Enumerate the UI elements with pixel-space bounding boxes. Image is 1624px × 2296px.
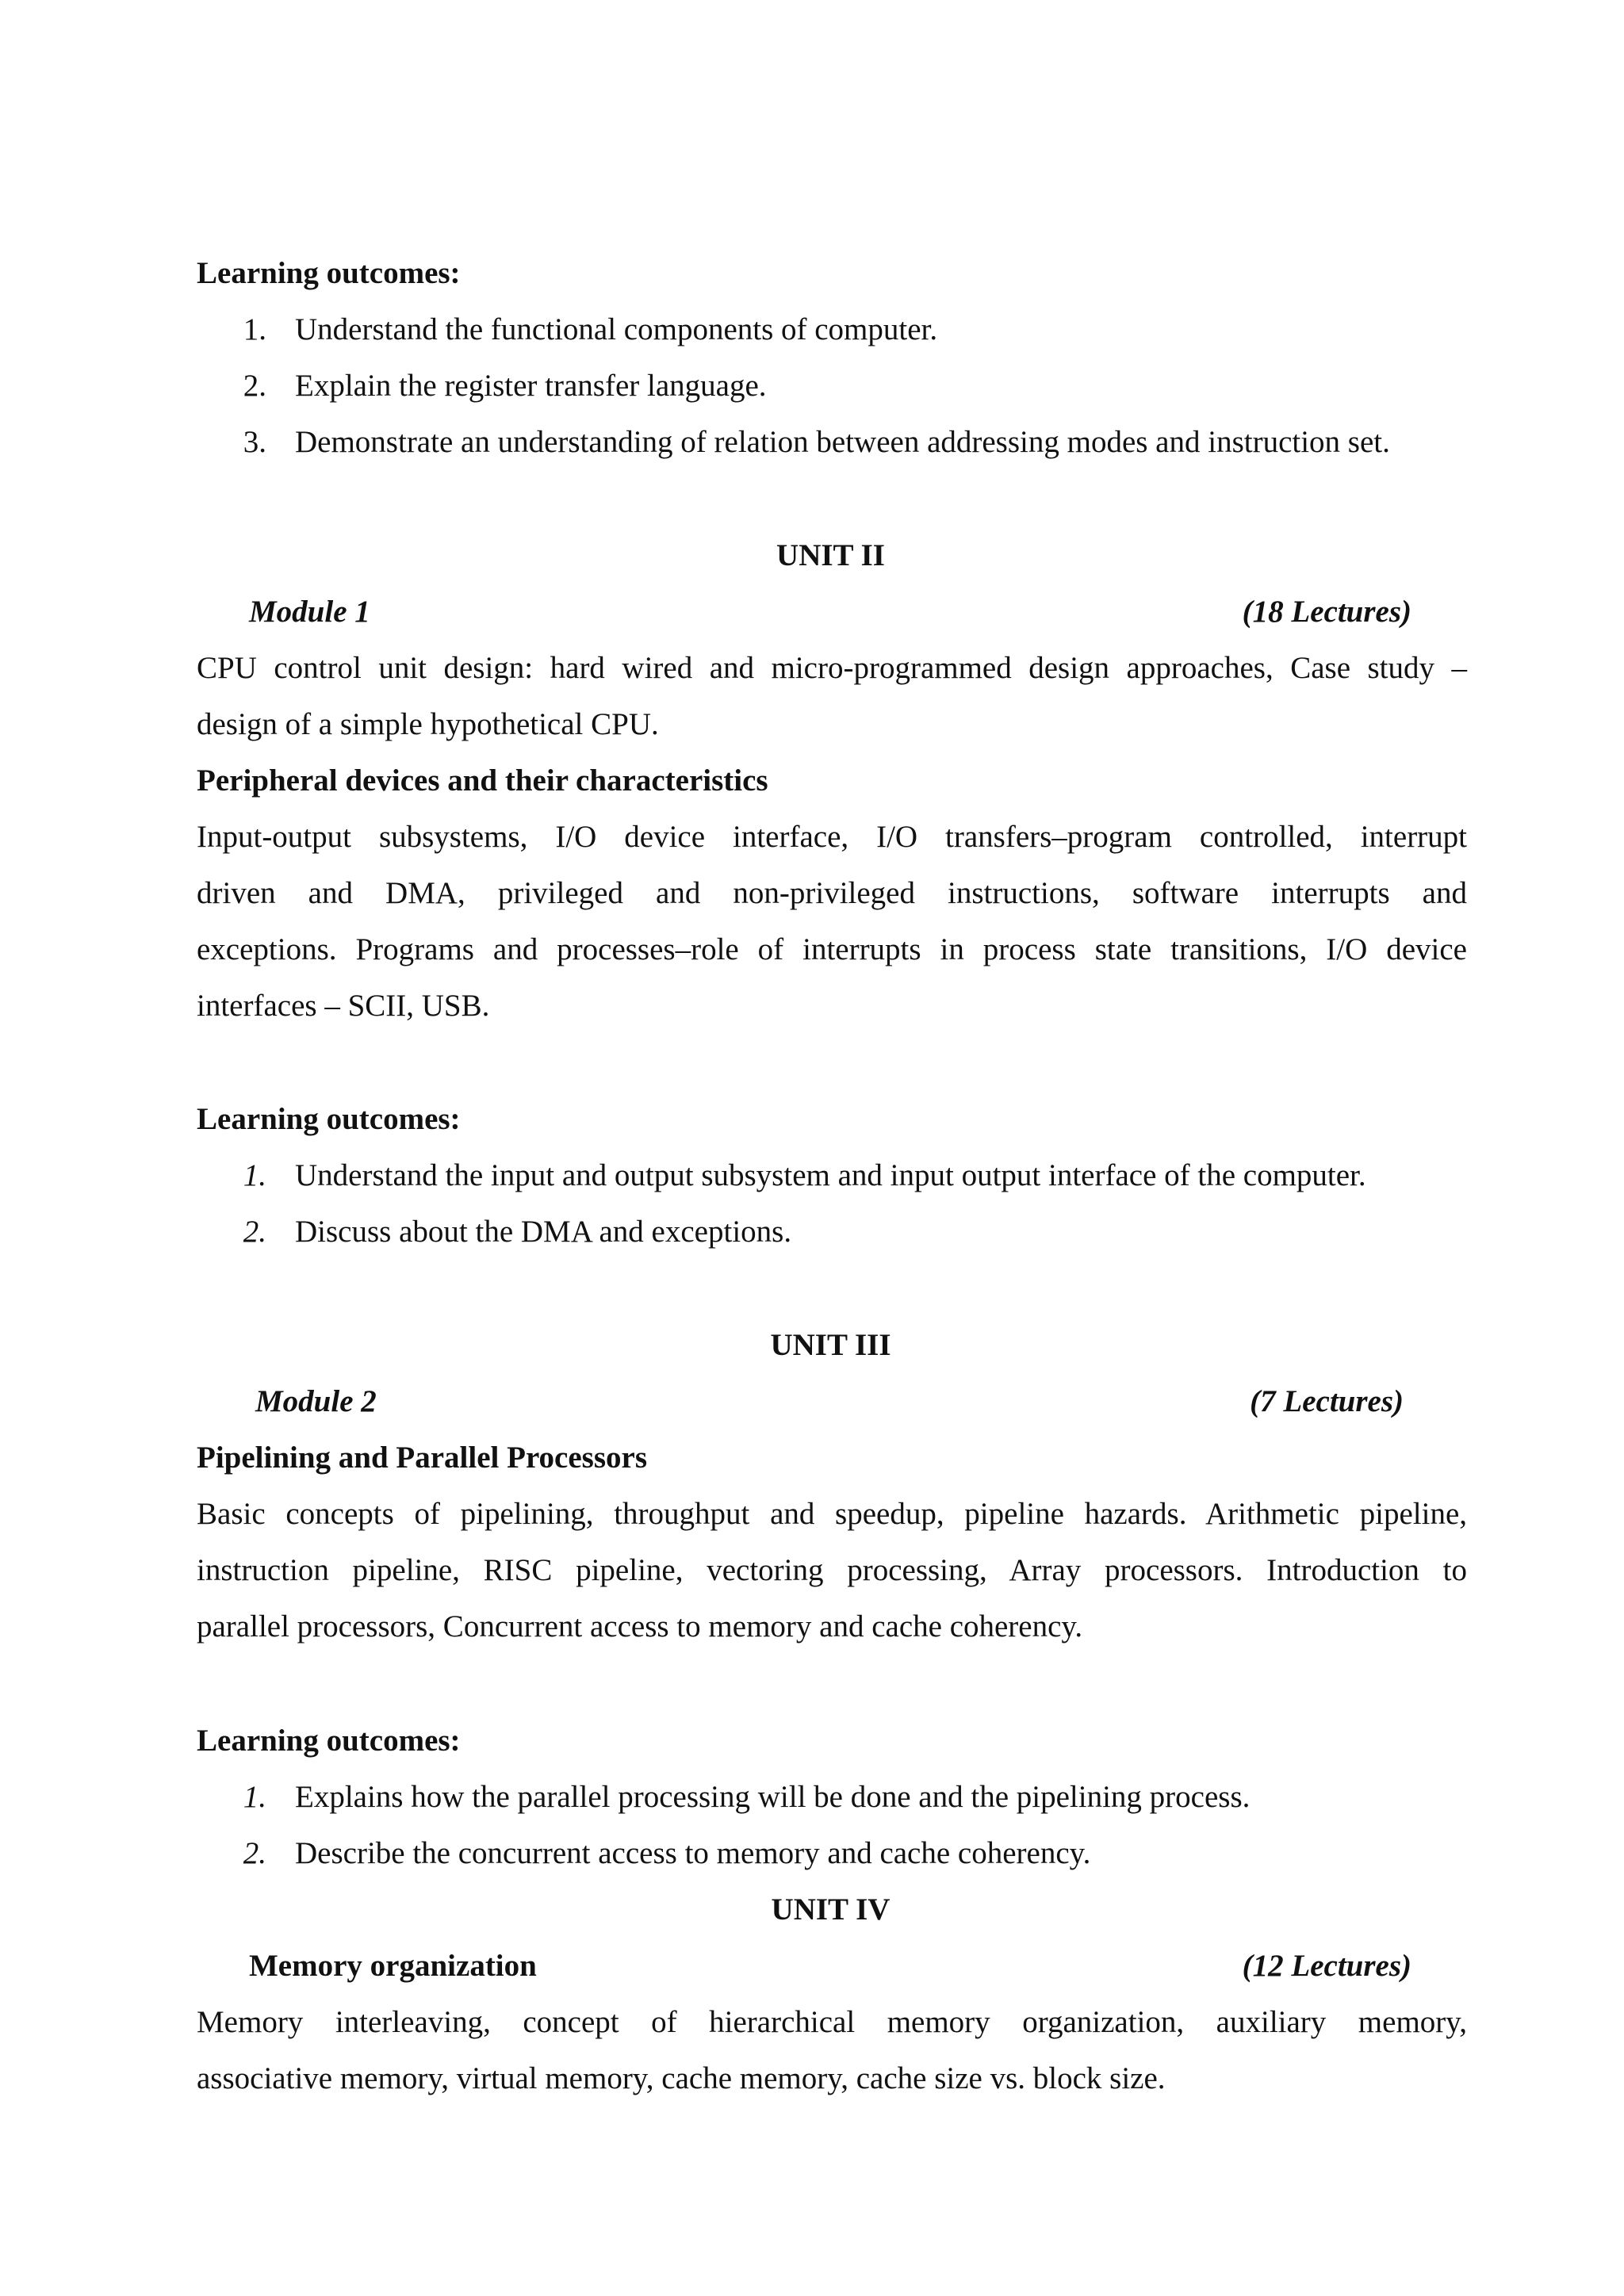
unit4-lectures: (12 Lectures) xyxy=(1242,1949,1411,1983)
unit2-module-label: Module 1 xyxy=(249,595,370,629)
list-number: 1. xyxy=(243,312,266,346)
list-text: Explain the register transfer language. xyxy=(295,369,767,403)
unit2-intro-paragraph xyxy=(197,640,1467,752)
unit3-title: UNIT III xyxy=(770,1328,891,1362)
list-number: 1. xyxy=(243,1780,266,1814)
list-number: 2. xyxy=(243,369,266,403)
unit3-subheading: Pipelining and Parallel Processors xyxy=(197,1441,648,1475)
learning-outcomes-heading: Learning outcomes: xyxy=(197,256,461,290)
unit2-lectures: (18 Lectures) xyxy=(1242,595,1411,629)
unit2-subheading: Peripheral devices and their characteristics xyxy=(197,763,768,798)
list-number: 2. xyxy=(243,1215,266,1249)
list-text: Understand the input and output subsystem and input output interface of the computer. xyxy=(295,1158,1366,1192)
unit4-body-paragraph xyxy=(197,1994,1467,2107)
list-text: Explains how the parallel processing will be done and the pipelining process. xyxy=(295,1780,1251,1814)
unit4-title: UNIT IV xyxy=(771,1892,891,1927)
list-text: Describe the concurrent access to memory and cache coherency. xyxy=(295,1836,1091,1870)
paragraph-line: design of a simple hypothetical CPU. xyxy=(197,707,659,741)
unit2-title: UNIT II xyxy=(776,538,885,572)
list-number: 3. xyxy=(243,425,266,459)
list-number: 1. xyxy=(243,1158,266,1192)
list-text: Demonstrate an understanding of relation between addressing modes and instruction set. xyxy=(295,425,1390,459)
unit3-module-label: Module 2 xyxy=(255,1384,377,1418)
paragraph-line: exceptions. Programs and processes–role of interrupts in process state transitions, I/O device xyxy=(197,932,1467,966)
paragraph-line: Basic concepts of pipelining, throughput and speedup, pipeline hazards. Arithmetic pipeline, xyxy=(197,1497,1467,1531)
list-number: 2. xyxy=(243,1836,266,1870)
unit4-module-label: Memory organization xyxy=(249,1949,537,1983)
unit3-lectures: (7 Lectures) xyxy=(1250,1384,1404,1418)
paragraph-line: CPU control unit design: hard wired and micro-programmed design approaches, Case study – xyxy=(197,651,1467,685)
paragraph-line: interfaces – SCII, USB. xyxy=(197,989,490,1023)
paragraph-line: driven and DMA, privileged and non-privileged instructions, software interrupts and xyxy=(197,876,1467,910)
learning-outcomes-heading: Learning outcomes: xyxy=(197,1102,461,1136)
paragraph-line: Input-output subsystems, I/O device interface, I/O transfers–program controlled, interrupt xyxy=(197,820,1467,854)
unit2-body-paragraph xyxy=(197,809,1467,1034)
paragraph-line: Memory interleaving, concept of hierarchical memory organization, auxiliary memory, xyxy=(197,2005,1467,2039)
paragraph-line: associative memory, virtual memory, cache memory, cache size vs. block size. xyxy=(197,2061,1166,2095)
learning-outcomes-heading: Learning outcomes: xyxy=(197,1724,461,1758)
paragraph-line: parallel processors, Concurrent access to memory and cache coherency. xyxy=(197,1609,1083,1644)
list-text: Understand the functional components of computer. xyxy=(295,312,938,346)
list-text: Discuss about the DMA and exceptions. xyxy=(295,1215,792,1249)
unit3-body-paragraph xyxy=(197,1486,1467,1655)
paragraph-line: instruction pipeline, RISC pipeline, vectoring processing, Array processors. Introduction to xyxy=(197,1553,1467,1587)
